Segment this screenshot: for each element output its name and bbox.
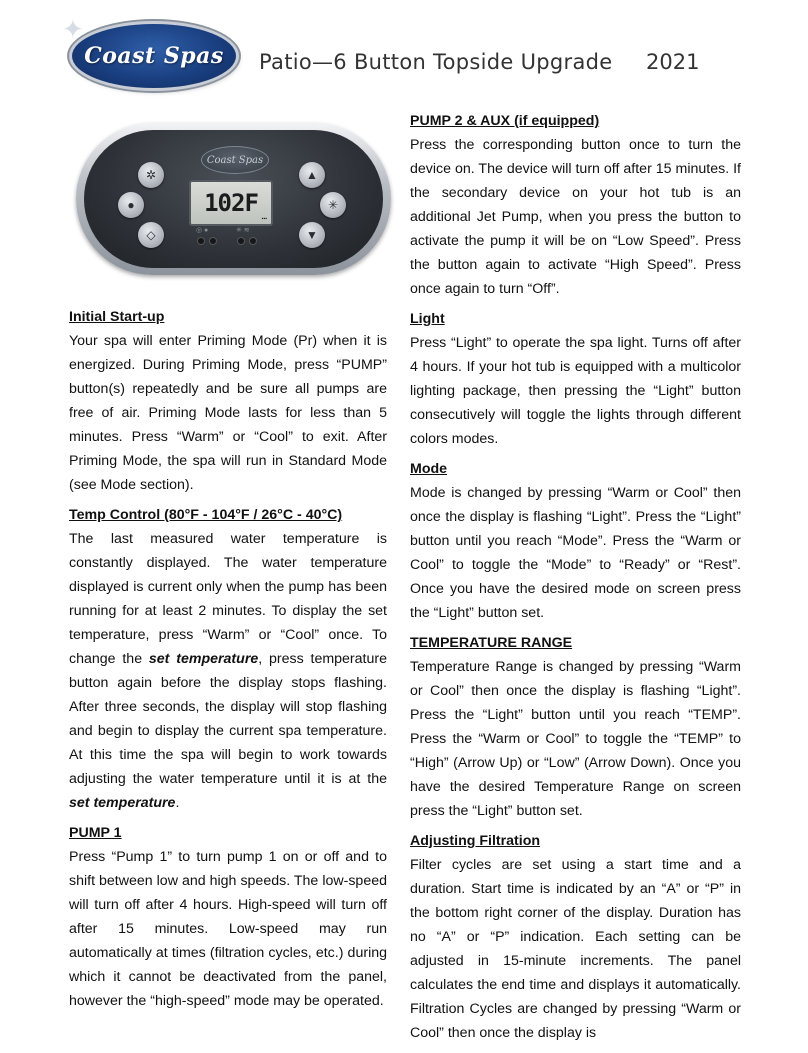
left-column	[69, 305, 387, 1019]
jets-button-icon: ✲	[138, 162, 164, 188]
lcd-display	[189, 180, 273, 226]
indicator-light	[238, 238, 244, 244]
section-heading: Light	[410, 311, 445, 327]
section-body: Press “Light” to operate the spa light. Turns off after 4 hours. If your hot tub is equipped with a multicolor lighting package, then pressing the “Light” button consecutively will toggle the lights through different colors modes.	[410, 335, 741, 447]
section-body: Your spa will enter Priming Mode (Pr) when it is energized. During Priming Mode, press “PUMP” button(s) repeatedly and be sure all pumps are free of air. Priming Mode lasts for less than 5 minutes. Press “Warm” or “Cool” to exit. After Priming Mode, the spa will run in Standard Mode (see Mode section).	[69, 333, 387, 493]
topside-panel-illustration	[76, 123, 391, 275]
section-adjusting-filtration	[410, 829, 741, 1045]
section-heading: PUMP 2 & AUX (if equipped)	[410, 113, 600, 129]
indicator-light	[198, 238, 204, 244]
section-light	[410, 307, 741, 451]
mode-button-icon: ◇	[138, 222, 164, 248]
document-year: 2021	[646, 50, 700, 74]
section-pump-1	[69, 821, 387, 1013]
section-heading: Mode	[410, 461, 448, 477]
panel-brand-badge: Coast Spas	[201, 146, 269, 174]
pump-indicator-icon: ◎ ●	[196, 227, 209, 234]
sparkle-icon: ✦	[62, 14, 84, 44]
body-text: , press temperature button again before the display stops flashing. After three seconds, the display will stop flashing and begin to display the current spa temperature. At this time the spa will begin to work towards adjusting the water temperature until it is at the	[69, 651, 387, 787]
section-body: Mode is changed by pressing “Warm or Cool” then once the display is flashing “Light”. Press the “Light” button until you reach “Mode”. Press the “Warm or Cool” to toggle the “Mode” to “Ready” or “Rest”. Once you have the desired mode on screen press the “Light” button set.	[410, 485, 741, 621]
section-heading: Adjusting Filtration	[410, 833, 541, 849]
section-body: Press “Pump 1” to turn pump 1 on or off and to shift between low and high speeds. The low-speed will turn off after 4 hours. High-speed will turn off after 15 minutes. Low-speed may run automatically at times (filtration cycles, etc.) during which it cannot be deactivated from the panel, however the “high-speed” mode may be operated.	[69, 849, 387, 1009]
section-body: Filter cycles are set using a start time and a duration. Start time is indicated by an “A” or “P” in the bottom right corner of the display. Duration has no “A” or “P” indication. Each setting can be adjusted in 15-minute increments. The panel calculates the end time and displays it automatically. Filtration Cycles are changed by pressing “Warm or Cool” then once the display is	[410, 857, 741, 1041]
page-header	[0, 0, 808, 110]
section-heading: Temp Control (80°F - 104°F / 26°C - 40°C)	[69, 507, 343, 523]
emphasis-text: set temperature	[69, 795, 176, 811]
cool-down-arrow-icon: ▼	[299, 222, 325, 248]
panel-face	[84, 130, 383, 268]
display-indicator-text: ▪▪▪	[261, 216, 267, 222]
aux-snowflake-icon: ✳	[320, 192, 346, 218]
light-button-icon: ●	[118, 192, 144, 218]
section-body	[69, 527, 387, 815]
section-mode	[410, 457, 741, 625]
indicator-light	[210, 238, 216, 244]
section-body: Temperature Range is changed by pressing “Warm or Cool” then once the display is flashing “Light”. Press the “Light” button until you reach “TEMP”. Press the “Warm or Cool” to toggle the “TEMP” to “High” (Arrow Up) or “Low” (Arrow Down). Once you have the desired Temperature Range on screen press the “Light” button set.	[410, 659, 741, 819]
display-temperature: 102F	[204, 189, 258, 217]
section-heading: PUMP 1	[69, 825, 122, 841]
section-body: Press the corresponding button once to turn the device on. The device will turn off after 15 minutes. If the secondary device on your hot tub is an additional Jet Pump, when you press the button to activate the pump it will be on “Low Speed”. Press the button again to activate “High Speed”. Press once again to turn “Off”.	[410, 137, 741, 297]
section-initial-startup	[69, 305, 387, 497]
heat-indicator-icon: ✳ ≋	[236, 227, 250, 234]
section-temp-control	[69, 503, 387, 815]
section-heading: TEMPERATURE RANGE	[410, 635, 573, 651]
body-text: The last measured water temperature is constantly displayed. The water temperature displayed is current only when the pump has been running for at least 2 minutes. To display the set temperature, press “Warm” or “Cool” once. To change the	[69, 531, 387, 667]
section-temperature-range	[410, 631, 741, 823]
right-column	[410, 109, 741, 1051]
warm-up-arrow-icon: ▲	[299, 162, 325, 188]
section-heading: Initial Start-up	[69, 309, 165, 325]
section-pump-2-aux	[410, 109, 741, 301]
indicator-light	[250, 238, 256, 244]
emphasis-text: set temperature	[148, 651, 259, 667]
brand-logo	[62, 14, 236, 88]
logo-text: Coast Spas	[84, 43, 224, 69]
document-title: Patio—6 Button Topside Upgrade	[259, 50, 613, 74]
body-text: .	[175, 795, 180, 811]
